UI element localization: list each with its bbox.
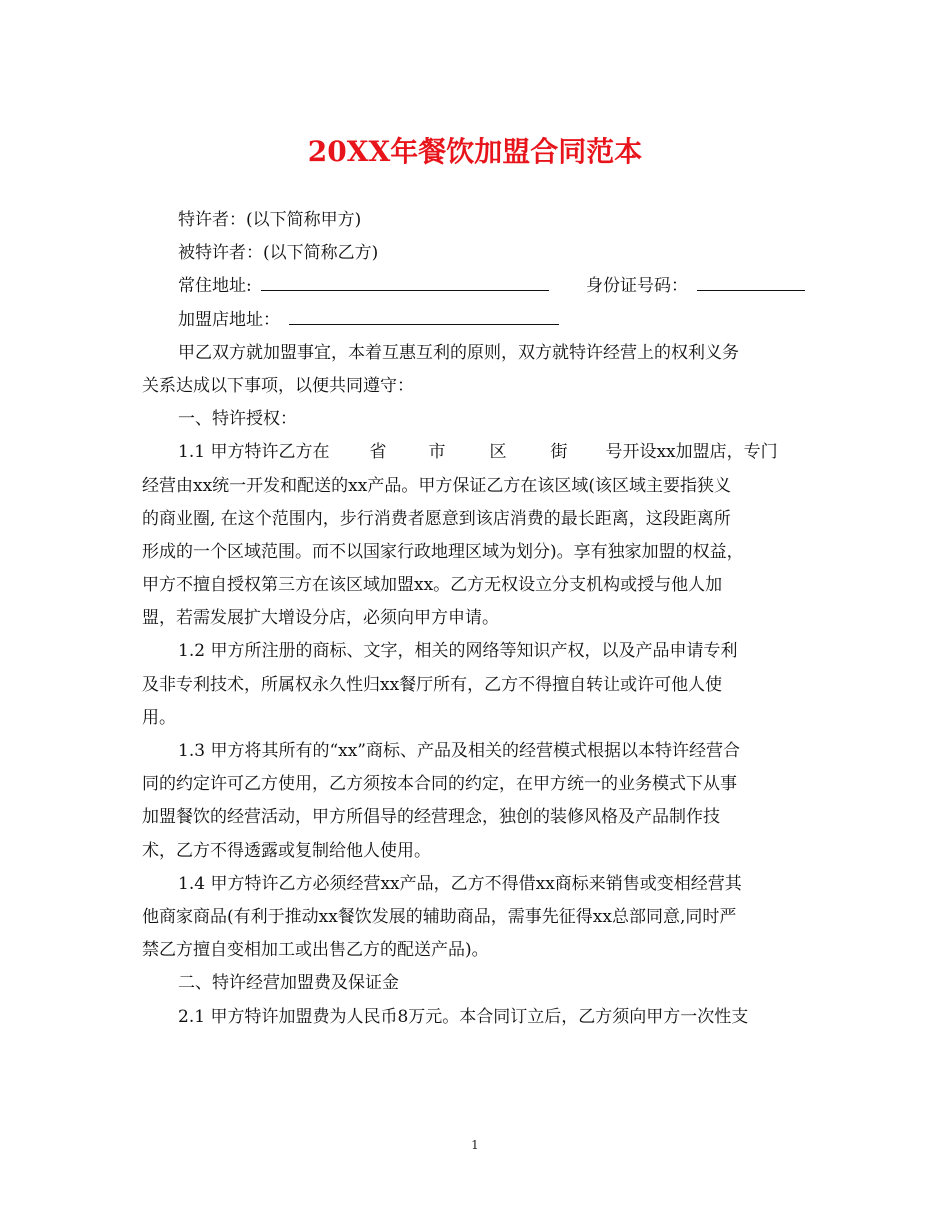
section-heading: 二、特许经营加盟费及保证金 <box>178 973 399 994</box>
paragraph-line: 他商家商品(有利于推动xx餐饮发展的辅助商品，需事先征得xx总部同意,同时严 <box>142 906 737 927</box>
paragraph-line: 甲方不擅自授权第三方在该区域加盟xx。乙方无权设立分支机构或授与他人加 <box>142 575 723 596</box>
paragraph-line: 加盟餐饮的经营活动，甲方所倡导的经营理念，独创的装修风格及产品制作技 <box>142 807 720 828</box>
id-blank <box>697 276 805 291</box>
city-word: 市 <box>428 442 446 463</box>
paragraph-line: 1.4 甲方特许乙方必须经营xx产品，乙方不得借xx商标来销售或变相经营其 <box>178 873 742 894</box>
clause-1-1-tail: 号开设xx加盟店，专门 <box>605 442 778 463</box>
clause-1-1-first-line <box>142 436 812 469</box>
licensee-line: 被特许者：(以下简称乙方) <box>178 243 379 264</box>
paragraph-line: 形成的一个区域范围。而不以国家行政地理区域为划分)。享有独家加盟的权益， <box>142 541 744 562</box>
street-word: 街 <box>550 442 568 463</box>
paragraph-line: 盟，若需发展扩大增设分店，必须向甲方申请。 <box>142 608 499 629</box>
paragraph-line: 用。 <box>142 707 176 728</box>
intro-line: 甲乙双方就加盟事宜，本着互惠互利的原则，双方就特许经营上的权利义务 <box>178 342 739 363</box>
paragraph-line: 的商业圈, 在这个范围内，步行消费者愿意到该店消费的最长距离，这段距离所 <box>142 508 731 529</box>
page-number: 1 <box>471 1138 479 1152</box>
id-label: 身份证号码： <box>585 276 688 297</box>
district-word: 区 <box>489 442 507 463</box>
paragraph-line: 经营由xx统一开发和配送的xx产品。甲方保证乙方在该区域(该区域主要指狭义 <box>142 475 731 496</box>
paragraph-line: 同的约定许可乙方使用，乙方须按本合同的约定，在甲方统一的业务模式下从事 <box>142 774 737 795</box>
paragraph-line: 1.3 甲方将其所有的“xx”商标、产品及相关的经营模式根据以本特许经营合 <box>178 741 740 761</box>
paragraph-line: 1.2 甲方所注册的商标、文字，相关的网络等知识产权，以及产品申请专利 <box>178 641 738 662</box>
address-id-line <box>142 270 812 303</box>
store-address-blank <box>289 310 559 325</box>
store-address-line <box>142 304 812 337</box>
section-heading: 一、特许授权： <box>178 409 297 430</box>
licensor-line: 特许者：(以下简称甲方) <box>178 210 362 230</box>
paragraph-line: 禁乙方擅自变相加工或出售乙方的配送产品)。 <box>142 940 489 961</box>
intro-line: 关系达成以下事项，以便共同遵守： <box>142 375 414 396</box>
store-address-label: 加盟店地址： <box>178 309 280 330</box>
document-title: 20XX年餐饮加盟合同范本 <box>307 135 643 168</box>
paragraph-line: 术，乙方不得透露或复制给他人使用。 <box>142 840 431 861</box>
province-word: 省 <box>369 442 387 463</box>
document-body <box>142 204 812 1034</box>
paragraph-line: 及非专利技术，所属权永久性归xx餐厅所有，乙方不得擅自转让或许可他人使 <box>142 674 723 695</box>
address-label: 常住地址: <box>178 276 252 297</box>
clause-1-1-lead: 1.1 甲方特许乙方在 <box>178 442 330 463</box>
address-blank <box>261 276 549 291</box>
paragraph-line: 2.1 甲方特许加盟费为人民币8万元。本合同订立后，乙方须向甲方一次性支 <box>178 1006 749 1027</box>
